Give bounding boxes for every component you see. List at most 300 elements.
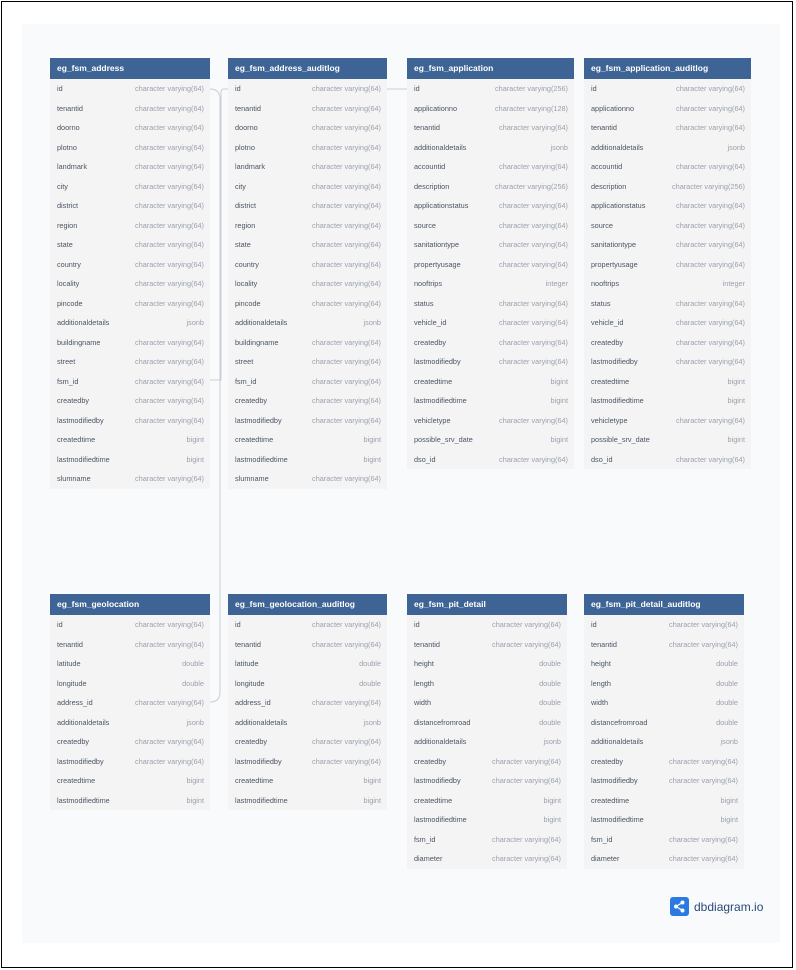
table-row[interactable] — [584, 391, 751, 411]
table-row[interactable] — [228, 469, 387, 489]
table-row[interactable] — [50, 294, 210, 314]
table-row[interactable] — [228, 372, 387, 392]
table-row[interactable] — [228, 411, 387, 431]
table-row[interactable] — [584, 196, 751, 216]
table-row[interactable] — [50, 635, 210, 655]
column-name: dso_id — [591, 454, 613, 464]
table-row[interactable] — [50, 791, 210, 811]
table-row[interactable] — [407, 411, 574, 431]
column-name: createdby — [591, 337, 624, 347]
column-name: vehicletype — [414, 415, 451, 425]
table-row[interactable] — [50, 177, 210, 197]
column-name: doorno — [235, 123, 258, 133]
column-name: tenantid — [414, 123, 440, 133]
table-header[interactable]: eg_fsm_pit_detail — [407, 594, 567, 615]
table-row[interactable] — [407, 313, 574, 333]
table-row[interactable] — [228, 216, 387, 236]
column-type: character varying(64) — [499, 162, 568, 172]
table-header[interactable]: eg_fsm_address_auditlog — [228, 58, 387, 79]
dbdiagram-brand[interactable] — [670, 897, 763, 916]
table-row[interactable] — [407, 810, 567, 830]
column-type: character varying(64) — [492, 620, 561, 630]
table-row[interactable] — [407, 216, 574, 236]
column-type: character varying(64) — [312, 756, 381, 766]
column-name: lastmodifiedtime — [414, 396, 467, 406]
column-name: address_id — [57, 698, 93, 708]
column-type: double — [539, 698, 561, 708]
column-type: character varying(64) — [312, 103, 381, 113]
column-type: character varying(64) — [492, 854, 561, 864]
table-row[interactable] — [584, 430, 751, 450]
column-type: character varying(64) — [312, 620, 381, 630]
table-row[interactable] — [228, 430, 387, 450]
table-row[interactable] — [407, 654, 567, 674]
column-type: character varying(64) — [669, 854, 738, 864]
column-name: id — [57, 84, 63, 94]
column-name: lastmodifiedtime — [57, 454, 110, 464]
column-type: double — [182, 659, 204, 669]
column-type: character varying(64) — [135, 620, 204, 630]
column-type: double — [716, 698, 738, 708]
column-type: character varying(64) — [669, 620, 738, 630]
table-row[interactable] — [228, 118, 387, 138]
column-name: lastmodifiedtime — [235, 454, 288, 464]
table-row[interactable] — [50, 157, 210, 177]
column-name: createdby — [414, 756, 447, 766]
column-name: additionaldetails — [57, 717, 110, 727]
table-row[interactable] — [228, 235, 387, 255]
table-row[interactable] — [407, 450, 574, 470]
column-type: character varying(64) — [312, 376, 381, 386]
column-name: slumname — [57, 474, 91, 484]
table-row[interactable] — [228, 196, 387, 216]
table-eg-fsm-address-auditlog[interactable] — [228, 58, 387, 489]
table-row[interactable] — [584, 732, 744, 752]
table-row[interactable] — [50, 274, 210, 294]
column-name: state — [57, 240, 73, 250]
table-header[interactable]: eg_fsm_geolocation_auditlog — [228, 594, 387, 615]
column-name: state — [235, 240, 251, 250]
column-name: plotno — [235, 142, 255, 152]
column-name: pincode — [57, 298, 83, 308]
table-row[interactable] — [50, 313, 210, 333]
column-name: applicationstatus — [591, 201, 646, 211]
table-row[interactable] — [407, 294, 574, 314]
column-type: character varying(64) — [312, 337, 381, 347]
table-row[interactable] — [228, 177, 387, 197]
column-name: nooftrips — [591, 279, 619, 289]
column-name: additionaldetails — [57, 318, 110, 328]
column-name: source — [591, 220, 613, 230]
column-type: character varying(64) — [676, 357, 745, 367]
column-type: character varying(64) — [135, 756, 204, 766]
table-row[interactable] — [584, 333, 751, 353]
column-name: width — [414, 698, 432, 708]
table-row[interactable] — [407, 255, 574, 275]
column-name: lastmodifiedby — [57, 415, 104, 425]
table-row[interactable] — [584, 274, 751, 294]
column-type: jsonb — [550, 142, 568, 152]
column-name: fsm_id — [591, 834, 613, 844]
table-row[interactable] — [584, 411, 751, 431]
column-type: character varying(64) — [312, 201, 381, 211]
column-name: id — [235, 620, 241, 630]
table-row[interactable] — [407, 430, 574, 450]
column-type: character varying(64) — [312, 123, 381, 133]
column-type: character varying(64) — [312, 220, 381, 230]
table-row[interactable] — [407, 830, 567, 850]
table-eg-fsm-geolocation[interactable] — [50, 594, 210, 810]
column-type: bigint — [186, 454, 204, 464]
column-name: latitude — [235, 659, 259, 669]
column-name: lastmodifiedtime — [57, 795, 110, 805]
column-type: character varying(128) — [494, 103, 568, 113]
table-row[interactable] — [407, 196, 574, 216]
column-name: locality — [57, 279, 80, 289]
column-type: integer — [545, 279, 568, 289]
table-row[interactable] — [50, 752, 210, 772]
table-row[interactable] — [50, 99, 210, 119]
table-row[interactable] — [584, 255, 751, 275]
column-name: buildingname — [57, 337, 101, 347]
column-name: sanitationtype — [414, 240, 460, 250]
column-name: dso_id — [414, 454, 436, 464]
table-row[interactable] — [584, 810, 744, 830]
table-row[interactable] — [407, 333, 574, 353]
column-type: bigint — [363, 435, 381, 445]
column-name: slumname — [235, 474, 269, 484]
table-row[interactable] — [584, 615, 744, 635]
column-name: vehicletype — [591, 415, 628, 425]
column-name: lastmodifiedtime — [414, 815, 467, 825]
column-name: fsm_id — [235, 376, 257, 386]
column-name: tenantid — [591, 123, 617, 133]
column-type: character varying(64) — [312, 259, 381, 269]
column-type: character varying(64) — [135, 142, 204, 152]
table-row[interactable] — [50, 615, 210, 635]
table-row[interactable] — [50, 333, 210, 353]
table-row[interactable] — [584, 118, 751, 138]
column-type: character varying(64) — [135, 357, 204, 367]
column-name: createdby — [57, 396, 90, 406]
column-name: lastmodifiedby — [414, 357, 461, 367]
table-row[interactable] — [584, 849, 744, 869]
table-row[interactable] — [50, 771, 210, 791]
table-row[interactable] — [228, 138, 387, 158]
column-name: additionaldetails — [591, 737, 644, 747]
column-name: additionaldetails — [414, 737, 467, 747]
column-name: address_id — [235, 698, 271, 708]
table-row[interactable] — [50, 216, 210, 236]
column-type: bigint — [550, 396, 568, 406]
column-name: length — [414, 678, 434, 688]
table-row[interactable] — [50, 255, 210, 275]
column-name: additionaldetails — [235, 318, 288, 328]
column-name: status — [591, 298, 611, 308]
table-eg-fsm-application[interactable] — [407, 58, 574, 469]
table-row[interactable] — [50, 138, 210, 158]
column-name: diameter — [414, 854, 443, 864]
table-row[interactable] — [407, 274, 574, 294]
table-row[interactable] — [584, 177, 751, 197]
column-name: length — [591, 678, 611, 688]
table-row[interactable] — [407, 391, 574, 411]
column-type: character varying(256) — [671, 181, 745, 191]
table-row[interactable] — [228, 654, 387, 674]
table-row[interactable] — [407, 713, 567, 733]
table-row[interactable] — [584, 713, 744, 733]
table-row[interactable] — [228, 752, 387, 772]
table-row[interactable] — [228, 294, 387, 314]
table-row[interactable] — [228, 313, 387, 333]
table-row[interactable] — [407, 752, 567, 772]
table-row[interactable] — [228, 391, 387, 411]
column-name: buildingname — [235, 337, 279, 347]
column-type: character varying(64) — [676, 103, 745, 113]
table-row[interactable] — [407, 693, 567, 713]
column-type: character varying(64) — [312, 162, 381, 172]
column-type: double — [539, 659, 561, 669]
table-row[interactable] — [407, 771, 567, 791]
table-row[interactable] — [584, 157, 751, 177]
column-type: character varying(64) — [676, 162, 745, 172]
column-type: bigint — [363, 795, 381, 805]
table-row[interactable] — [50, 372, 210, 392]
table-row[interactable] — [50, 469, 210, 489]
column-name: lastmodifiedtime — [235, 795, 288, 805]
table-row[interactable] — [584, 654, 744, 674]
table-row[interactable] — [228, 693, 387, 713]
column-type: character varying(64) — [676, 259, 745, 269]
column-type: character varying(256) — [494, 84, 568, 94]
column-name: distancefromroad — [591, 717, 648, 727]
table-eg-fsm-pit-detail[interactable] — [407, 594, 567, 869]
column-name: createdtime — [235, 776, 274, 786]
table-row[interactable] — [584, 771, 744, 791]
column-type: character varying(64) — [669, 776, 738, 786]
column-type: bigint — [727, 396, 745, 406]
table-row[interactable] — [50, 118, 210, 138]
column-name: createdby — [235, 737, 268, 747]
table-row[interactable] — [407, 372, 574, 392]
column-name: tenantid — [235, 639, 261, 649]
column-name: country — [235, 259, 259, 269]
table-row[interactable] — [584, 372, 751, 392]
table-row[interactable] — [407, 615, 567, 635]
column-name: additionaldetails — [591, 142, 644, 152]
column-name: plotno — [57, 142, 77, 152]
column-type: double — [359, 659, 381, 669]
table-row[interactable] — [228, 255, 387, 275]
column-type: character varying(64) — [135, 201, 204, 211]
table-row[interactable] — [228, 79, 387, 99]
table-row[interactable] — [228, 732, 387, 752]
table-row[interactable] — [584, 791, 744, 811]
table-row[interactable] — [584, 294, 751, 314]
table-row[interactable] — [584, 216, 751, 236]
table-row[interactable] — [50, 430, 210, 450]
column-type: character varying(64) — [135, 259, 204, 269]
column-type: character varying(64) — [312, 84, 381, 94]
table-row[interactable] — [584, 830, 744, 850]
column-name: propertyusage — [414, 259, 461, 269]
table-row[interactable] — [584, 635, 744, 655]
table-row[interactable] — [407, 849, 567, 869]
column-type: character varying(64) — [135, 162, 204, 172]
column-type: character varying(64) — [676, 454, 745, 464]
column-type: bigint — [720, 815, 738, 825]
table-row[interactable] — [584, 693, 744, 713]
column-name: longitude — [57, 678, 87, 688]
column-name: createdby — [591, 756, 624, 766]
table-row[interactable] — [228, 99, 387, 119]
table-row[interactable] — [407, 138, 574, 158]
table-eg-fsm-application-auditlog[interactable] — [584, 58, 751, 469]
table-row[interactable] — [50, 79, 210, 99]
column-type: character varying(64) — [135, 220, 204, 230]
table-row[interactable] — [50, 713, 210, 733]
column-name: lastmodifiedby — [591, 357, 638, 367]
table-row[interactable] — [228, 274, 387, 294]
table-header[interactable]: eg_fsm_application — [407, 58, 574, 79]
column-type: character varying(64) — [499, 123, 568, 133]
table-row[interactable] — [584, 313, 751, 333]
column-type: character varying(64) — [499, 357, 568, 367]
table-row[interactable] — [407, 732, 567, 752]
table-row[interactable] — [584, 99, 751, 119]
table-row[interactable] — [584, 752, 744, 772]
table-row[interactable] — [50, 411, 210, 431]
column-name: lastmodifiedby — [591, 776, 638, 786]
column-type: character varying(64) — [312, 357, 381, 367]
column-type: character varying(64) — [312, 639, 381, 649]
column-name: description — [414, 181, 450, 191]
table-row[interactable] — [407, 99, 574, 119]
table-row[interactable] — [584, 79, 751, 99]
table-header[interactable]: eg_fsm_application_auditlog — [584, 58, 751, 79]
column-type: character varying(64) — [135, 698, 204, 708]
table-row[interactable] — [228, 674, 387, 694]
column-type: double — [716, 717, 738, 727]
table-header[interactable]: eg_fsm_geolocation — [50, 594, 210, 615]
table-eg-fsm-pit-detail-auditlog[interactable] — [584, 594, 744, 869]
column-type: character varying(64) — [499, 454, 568, 464]
column-name: vehicle_id — [591, 318, 624, 328]
table-row[interactable] — [228, 333, 387, 353]
table-row[interactable] — [407, 79, 574, 99]
column-name: street — [235, 357, 254, 367]
table-row[interactable] — [50, 352, 210, 372]
column-type: jsonb — [363, 318, 381, 328]
table-row[interactable] — [50, 450, 210, 470]
column-name: height — [414, 659, 434, 669]
table-row[interactable] — [407, 352, 574, 372]
table-row[interactable] — [407, 791, 567, 811]
table-eg-fsm-address[interactable] — [50, 58, 210, 489]
table-row[interactable] — [228, 791, 387, 811]
column-name: district — [235, 201, 257, 211]
table-row[interactable] — [407, 674, 567, 694]
column-type: character varying(64) — [676, 201, 745, 211]
table-row[interactable] — [228, 615, 387, 635]
column-name: lastmodifiedtime — [591, 396, 644, 406]
table-row[interactable] — [50, 674, 210, 694]
column-name: createdby — [57, 737, 90, 747]
column-type: character varying(64) — [312, 737, 381, 747]
table-header[interactable]: eg_fsm_pit_detail_auditlog — [584, 594, 744, 615]
table-row[interactable] — [228, 450, 387, 470]
table-row[interactable] — [228, 157, 387, 177]
column-type: character varying(64) — [499, 220, 568, 230]
column-type: bigint — [543, 815, 561, 825]
column-name: id — [414, 620, 420, 630]
column-type: bigint — [727, 435, 745, 445]
table-row[interactable] — [407, 177, 574, 197]
column-type: character varying(64) — [676, 318, 745, 328]
column-type: bigint — [550, 376, 568, 386]
column-type: jsonb — [186, 717, 204, 727]
column-type: bigint — [363, 454, 381, 464]
column-type: character varying(64) — [135, 474, 204, 484]
column-name: accountid — [591, 162, 623, 172]
column-name: lastmodifiedby — [414, 776, 461, 786]
column-type: character varying(64) — [135, 396, 204, 406]
column-type: character varying(64) — [135, 376, 204, 386]
table-row[interactable] — [584, 235, 751, 255]
table-row[interactable] — [50, 196, 210, 216]
column-type: bigint — [727, 376, 745, 386]
table-row[interactable] — [407, 157, 574, 177]
table-row[interactable] — [50, 693, 210, 713]
table-header[interactable]: eg_fsm_address — [50, 58, 210, 79]
table-row[interactable] — [228, 771, 387, 791]
table-row[interactable] — [584, 352, 751, 372]
table-row[interactable] — [50, 732, 210, 752]
column-name: tenantid — [57, 639, 83, 649]
column-name: diameter — [591, 854, 620, 864]
table-row[interactable] — [584, 674, 744, 694]
column-type: character varying(64) — [135, 737, 204, 747]
column-type: character varying(64) — [499, 201, 568, 211]
table-row[interactable] — [407, 118, 574, 138]
column-name: country — [57, 259, 81, 269]
column-name: landmark — [235, 162, 266, 172]
table-row[interactable] — [228, 635, 387, 655]
column-name: additionaldetails — [414, 142, 467, 152]
table-row[interactable] — [228, 713, 387, 733]
table-row[interactable] — [228, 352, 387, 372]
column-name: applicationno — [414, 103, 458, 113]
column-type: bigint — [186, 795, 204, 805]
column-name: pincode — [235, 298, 261, 308]
column-name: fsm_id — [414, 834, 436, 844]
column-name: id — [591, 620, 597, 630]
column-name: propertyusage — [591, 259, 638, 269]
table-row[interactable] — [50, 391, 210, 411]
column-type: character varying(64) — [312, 240, 381, 250]
table-row[interactable] — [584, 450, 751, 470]
column-type: character varying(64) — [312, 298, 381, 308]
table-eg-fsm-geolocation-auditlog[interactable] — [228, 594, 387, 810]
table-row[interactable] — [50, 235, 210, 255]
column-name: locality — [235, 279, 258, 289]
table-row[interactable] — [584, 138, 751, 158]
table-row[interactable] — [407, 635, 567, 655]
column-type: character varying(64) — [492, 639, 561, 649]
column-type: character varying(64) — [492, 756, 561, 766]
table-row[interactable] — [50, 654, 210, 674]
table-row[interactable] — [407, 235, 574, 255]
